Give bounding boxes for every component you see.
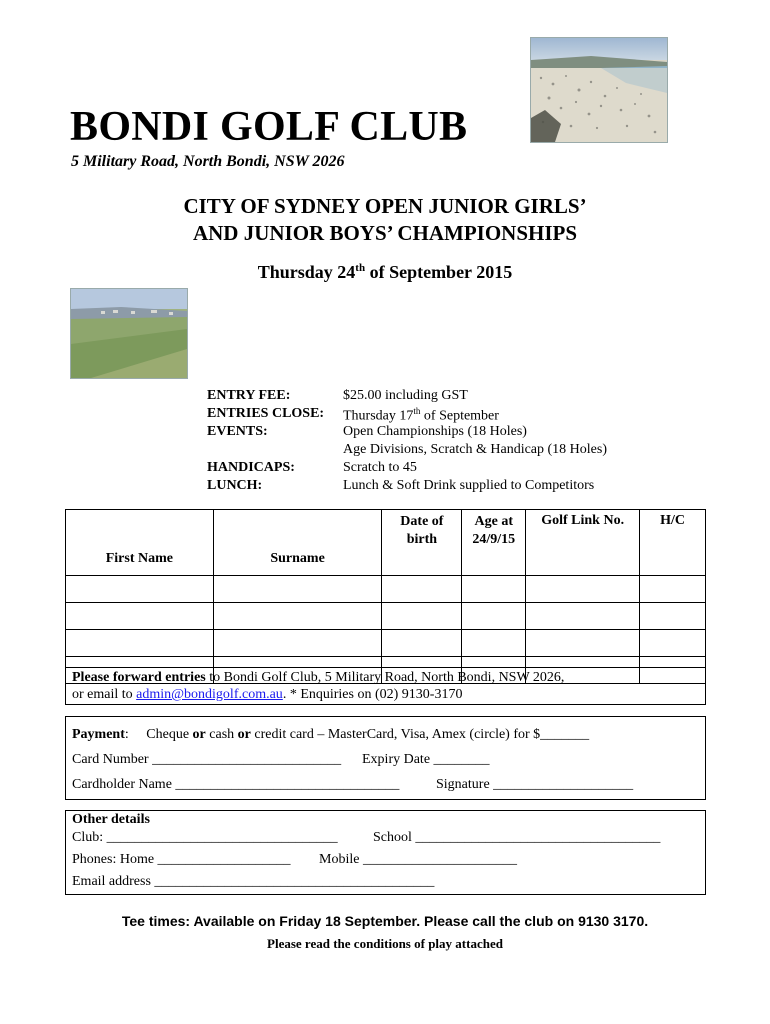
events-value-1: Open Championships (18 Holes) [343,424,527,439]
first-name-cell[interactable] [66,603,214,630]
golf-link-cell[interactable] [526,630,640,657]
event-title-line1: CITY OF SYDNEY OPEN JUNIOR GIRLS’ [183,194,587,218]
mobile-field[interactable]: Mobile ______________________ [319,852,517,867]
header-golf-link: Golf Link No. [526,510,640,576]
age-cell[interactable] [462,576,526,603]
email-address-field[interactable]: Email address ________________________________________ [72,874,435,889]
entries-close-label: ENTRIES CLOSE: [207,406,325,421]
forward-entries-box [65,667,706,705]
entry-table [65,509,706,684]
golf-link-cell[interactable] [526,576,640,603]
club-name: BONDI GOLF CLUB [70,104,468,150]
table-row [66,603,706,630]
header-first-name: First Name [66,510,214,576]
first-name-cell[interactable] [66,630,214,657]
payment-line: Payment: Cheque or cash or credit card – MasterCard, Visa, Amex (circle) for $_______ [72,727,590,742]
lunch-label: LUNCH: [207,478,263,493]
hc-cell[interactable] [640,630,706,657]
table-row [66,576,706,603]
cardholder-name-field[interactable]: Cardholder Name ________________________________ [72,777,400,792]
email-link[interactable]: admin@bondigolf.com.au [136,687,283,702]
handicaps-value: Scratch to 45 [343,460,417,475]
event-title-line2: AND JUNIOR BOYS’ CHAMPIONSHIPS [192,221,578,245]
event-date: Thursday 24th of September 2015 [257,262,513,282]
golf-link-cell[interactable] [526,603,640,630]
other-details-box [65,810,706,895]
age-cell[interactable] [462,630,526,657]
school-field[interactable]: School ___________________________________ [373,830,661,845]
signature-field[interactable]: Signature ____________________ [436,777,634,792]
events-value-2: Age Divisions, Scratch & Handicap (18 Holes) [343,442,607,457]
dob-cell[interactable] [382,576,462,603]
forward-line-1: Please forward entries to Bondi Golf Club, 5 Military Road, North Bondi, NSW 2026, [72,670,565,685]
entry-fee-label: ENTRY FEE: [207,388,291,403]
entry-table-header-row [66,510,706,576]
header-hc: H/C [640,510,706,576]
beach-photo [530,37,668,143]
card-number-field[interactable]: Card Number ___________________________ [72,752,342,767]
first-name-cell[interactable] [66,576,214,603]
club-address: 5 Military Road, North Bondi, NSW 2026 [71,153,345,170]
table-row [66,630,706,657]
club-field[interactable]: Club: _________________________________ [72,830,338,845]
age-cell[interactable] [462,603,526,630]
entries-close-value: Thursday 17th of September [343,406,499,424]
dob-cell[interactable] [382,630,462,657]
hc-cell[interactable] [640,603,706,630]
other-details-heading: Other details [72,812,150,827]
conditions-notice: Please read the conditions of play attached [267,936,503,951]
surname-cell[interactable] [213,630,382,657]
lunch-value: Lunch & Soft Drink supplied to Competitors [343,478,595,493]
home-phone-field[interactable]: Phones: Home ___________________ [72,852,291,867]
expiry-date-field[interactable]: Expiry Date ________ [362,752,490,767]
tee-times-notice: Tee times: Available on Friday 18 September. Please call the club on 9130 3170. [121,913,649,929]
header-age: Age at 24/9/15 [462,510,526,576]
surname-cell[interactable] [213,576,382,603]
payment-box [65,716,706,800]
hc-cell[interactable] [640,576,706,603]
header-surname: Surname [213,510,382,576]
entry-fee-value: $25.00 including GST [343,388,468,403]
surname-cell[interactable] [213,603,382,630]
header-date-of-birth: Date of birth [382,510,462,576]
events-label: EVENTS: [207,424,268,439]
dob-cell[interactable] [382,603,462,630]
handicaps-label: HANDICAPS: [207,460,295,475]
golf-course-photo [70,288,188,379]
forward-line-2: or email to admin@bondigolf.com.au. * Enquiries on (02) 9130-3170 [72,687,463,702]
